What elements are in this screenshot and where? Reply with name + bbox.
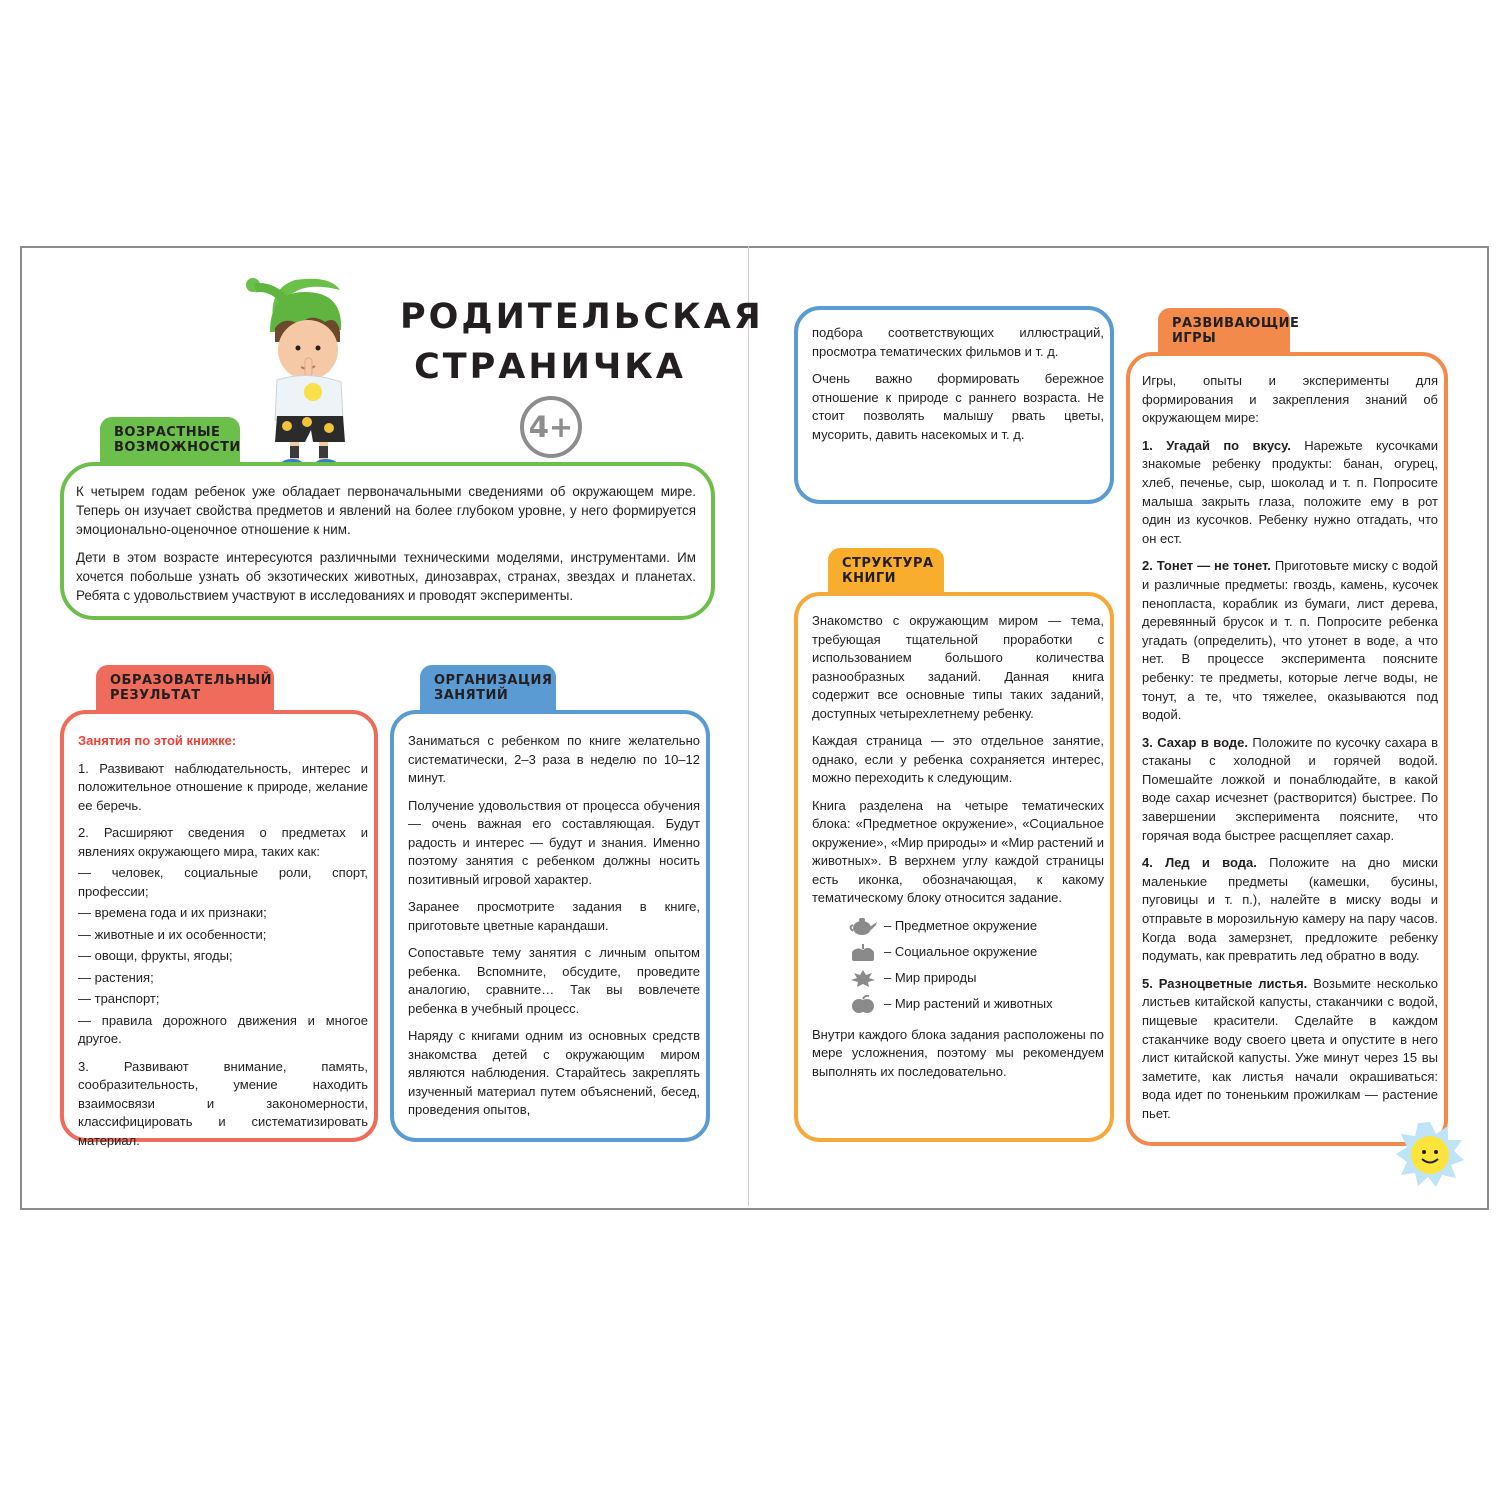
result-point-2: 2. Расширяют сведения о предметах и явлениях окружающего мира, таких как: — [78, 825, 368, 859]
organization-paragraph: Сопоставьте тему занятия с личным опытом ребенка. Вспомните, обсудите, проведите аналогию, сравните… Так вы вовлечете ребенка в учебный процесс. — [408, 945, 700, 1016]
tab-organization-line-2: ЗАНЯТИЙ — [434, 688, 509, 703]
page-divider — [748, 246, 749, 1206]
structure-paragraph: Знакомство с окружающим миром — тема, требующая тщательной проработки с использованием большого количества разнообразных заданий. Данная книга содержит все основные типы таких заданий, доступных четырехлетнему ребенку. — [812, 613, 1104, 721]
organization-paragraph: Заранее просмотрите задания в книге, приготовьте цветные карандаши. — [408, 899, 700, 933]
age-paragraph: Дети в этом возрасте интересуются различными техническими моделями, инструментами. Им хочется побольше узнать об экзотических животных, динозаврах, странах, звездах и планетах. Ребята с удовольствием участвуют в исследованиях и проводят эксперименты. — [76, 550, 696, 603]
result-list-item: — овощи, фрукты, ягоды; — [78, 948, 233, 963]
tab-organization — [420, 665, 556, 715]
legend-label: – Мир природы — [884, 969, 977, 985]
page-title — [400, 292, 764, 392]
result-list-item: — времена года и их признаки; — [78, 905, 267, 920]
result-point-3: 3. Развивают внимание, память, сообразительность, умение находить взаимосвязи и закономерности, классифицировать и систематизировать материал. — [78, 1058, 368, 1148]
games-box — [1126, 352, 1448, 1146]
games-item-title: 3. Сахар в воде. — [1142, 734, 1248, 750]
organization-box — [390, 710, 710, 1142]
sun-icon — [1396, 1120, 1464, 1188]
continuation-paragraph: Очень важно формировать бережное отношение к природе с раннего возраста. Не стоит позволять малышу рвать цветы, мусорить, давить насекомых и т. д. — [812, 371, 1104, 442]
age-paragraph: К четырем годам ребенок уже обладает первоначальными сведениями об окружающем мире. Теперь он изучает свойства предметов и явлений на более глубоком уровне, у него формируется эмоционально-оценочное отношение к ним. — [76, 484, 696, 537]
leaf-icon — [848, 969, 878, 988]
legend-item — [848, 995, 1104, 1014]
tab-structure-line-1: СТРУКТУРА — [842, 556, 934, 571]
games-intro: Игры, опыты и эксперименты для формирования и закрепления знаний об окружающем мире: — [1142, 373, 1438, 426]
result-list-item: — человек, социальные роли, спорт, профессии; — [78, 865, 368, 899]
age-box — [60, 462, 715, 620]
cake-icon — [848, 943, 878, 962]
organization-paragraph: Получение удовольствия от процесса обучения — очень важная его составляющая. Будут радость и интерес — будут и знания. Именно поэтому занятия с ребенком должны носить позитивный игровой характер. — [408, 797, 700, 887]
games-item — [1142, 975, 1438, 1124]
legend-item — [848, 917, 1104, 936]
organization-paragraph: Заниматься с ребенком по книге желательно систематически, 2–3 раза в неделю по 10–12 минут. — [408, 733, 700, 785]
games-item — [1142, 854, 1438, 966]
tab-games-line-2: ИГРЫ — [1172, 331, 1217, 346]
structure-closing: Внутри каждого блока задания расположены по мере усложнения, поэтому мы рекомендуем выполнять их последовательно. — [812, 1026, 1104, 1079]
legend-label: – Социальное окружение — [884, 943, 1038, 959]
result-point-1: 1. Развивают наблюдательность, интерес и положительное отношение к природе, желание ее беречь. — [78, 760, 368, 813]
apple-icon — [848, 995, 878, 1014]
tab-age-line-2: ВОЗМОЖНОСТИ — [114, 440, 241, 455]
result-list-item: — транспорт; — [78, 991, 160, 1006]
title-line-1: РОДИТЕЛЬСКАЯ — [400, 297, 764, 337]
games-item — [1142, 437, 1438, 549]
tab-result — [96, 665, 274, 715]
legend-label: – Предметное окружение — [884, 917, 1038, 933]
games-item-text: Положите на дно миски маленькие предметы (камешки, бусины, пуговицы и т. п.), налейте в миску воды и отправьте в морозильную камеру на пару часов. Когда вода замерзнет, предложите ребенку подумать, как превратить лед обратно в воду. — [1142, 855, 1438, 964]
tab-result-line-1: ОБРАЗОВАТЕЛЬНЫЙ — [110, 673, 272, 688]
tab-games — [1158, 308, 1300, 356]
games-item-text: Возьмите несколько листьев китайской капусты, стаканчики с водой, пищевые красители. Сделайте в каждом стаканчике воду своего цвета и опустите в него лист китайской капусты. Уже минут через 15 вы заметите, как листья начали окрашиваться: вода идет по тоненьким прожилкам — растение пьет. — [1142, 975, 1439, 1121]
games-item-title: 5. Разноцветные листья. — [1142, 975, 1308, 991]
result-box — [60, 710, 378, 1148]
tab-games-line-1: РАЗВИВАЮЩИЕ — [1172, 316, 1300, 331]
result-list-item: — животные и их особенности; — [78, 926, 267, 942]
tab-structure-line-2: КНИГИ — [842, 571, 897, 586]
teapot-icon — [848, 917, 878, 936]
games-item-title: 2. Тонет — не тонет. — [1142, 558, 1271, 574]
result-intro: Занятия по этой книжке: — [78, 733, 237, 748]
continuation-box — [794, 306, 1114, 504]
title-line-2: СТРАНИЧКА — [414, 347, 686, 387]
tab-age — [100, 417, 240, 465]
games-item — [1142, 557, 1438, 724]
age-badge: 4+ — [520, 396, 582, 458]
continuation-paragraph: подбора соответствующих иллюстраций, просмотра тематических фильмов и т. д. — [812, 325, 1104, 359]
structure-box — [794, 592, 1114, 1142]
tab-age-line-1: ВОЗРАСТНЫЕ — [114, 425, 221, 440]
legend-label: – Мир растений и животных — [884, 995, 1053, 1011]
structure-paragraph: Книга разделена на четыре тематических блока: «Предметное окружение», «Социальное окружение», «Мир природы» и «Мир растений и животных». В верхнем углу каждой страницы есть иконка, обозначающая, к какому тематическому блоку относится задание. — [812, 797, 1104, 905]
games-item-text: Приготовьте миску с водой и различные предметы: гвоздь, камень, кусочек пенопласта, кораблик из бумаги, лист дерева, деревянный брусок и т. п. Попросите ребенка угадать (определить), что утонет в воде, а что нет. В процессе эксперимента поясните ребенку: те предметы, которые легче воды, не тонут, а те, что тяжелее, оказываются под водой. — [1142, 558, 1438, 723]
tab-result-line-2: РЕЗУЛЬТАТ — [110, 688, 201, 703]
boy-illustration — [245, 270, 360, 470]
games-item — [1142, 734, 1438, 846]
games-item-text: Положите по кусочку сахара в стаканы с холодной и горячей водой. Помешайте ложкой и понаблюдайте, в какой воде сахар исчезнет (растворится) быстрее. По завершении эксперимента поясните, что горячая вода быстрее расщепляет сахар. — [1142, 734, 1439, 843]
organization-paragraph: Наряду с книгами одним из основных средств знакомства детей с окружающим миром являются наблюдения. Старайтесь закреплять изученный материал путем объяснений, бесед, проведения опытов, — [408, 1028, 700, 1117]
legend-item — [848, 943, 1104, 962]
tab-organization-line-1: ОРГАНИЗАЦИЯ — [434, 673, 553, 688]
tab-structure — [828, 548, 944, 596]
result-list-item: — растения; — [78, 969, 154, 985]
games-item-text: Нарежьте кусочками знакомые ребенку продукты: банан, огурец, хлеб, печенье, сыр, шоколад и т. п. Попросите малыша закрыть глаза, положите ему в рот один из кусочков. Ребенку нужно отгадать, что он ест. — [1142, 437, 1438, 546]
legend-item — [848, 969, 1104, 988]
result-list-item: — правила дорожного движения и многое другое. — [78, 1012, 368, 1046]
games-item-title: 4. Лед и вода. — [1142, 855, 1257, 871]
structure-paragraph: Каждая страница — это отдельное занятие, однако, если у ребенка сохраняется интерес, можно переходить к следующим. — [812, 733, 1104, 785]
games-item-title: 1. Угадай по вкусу. — [1142, 437, 1291, 453]
